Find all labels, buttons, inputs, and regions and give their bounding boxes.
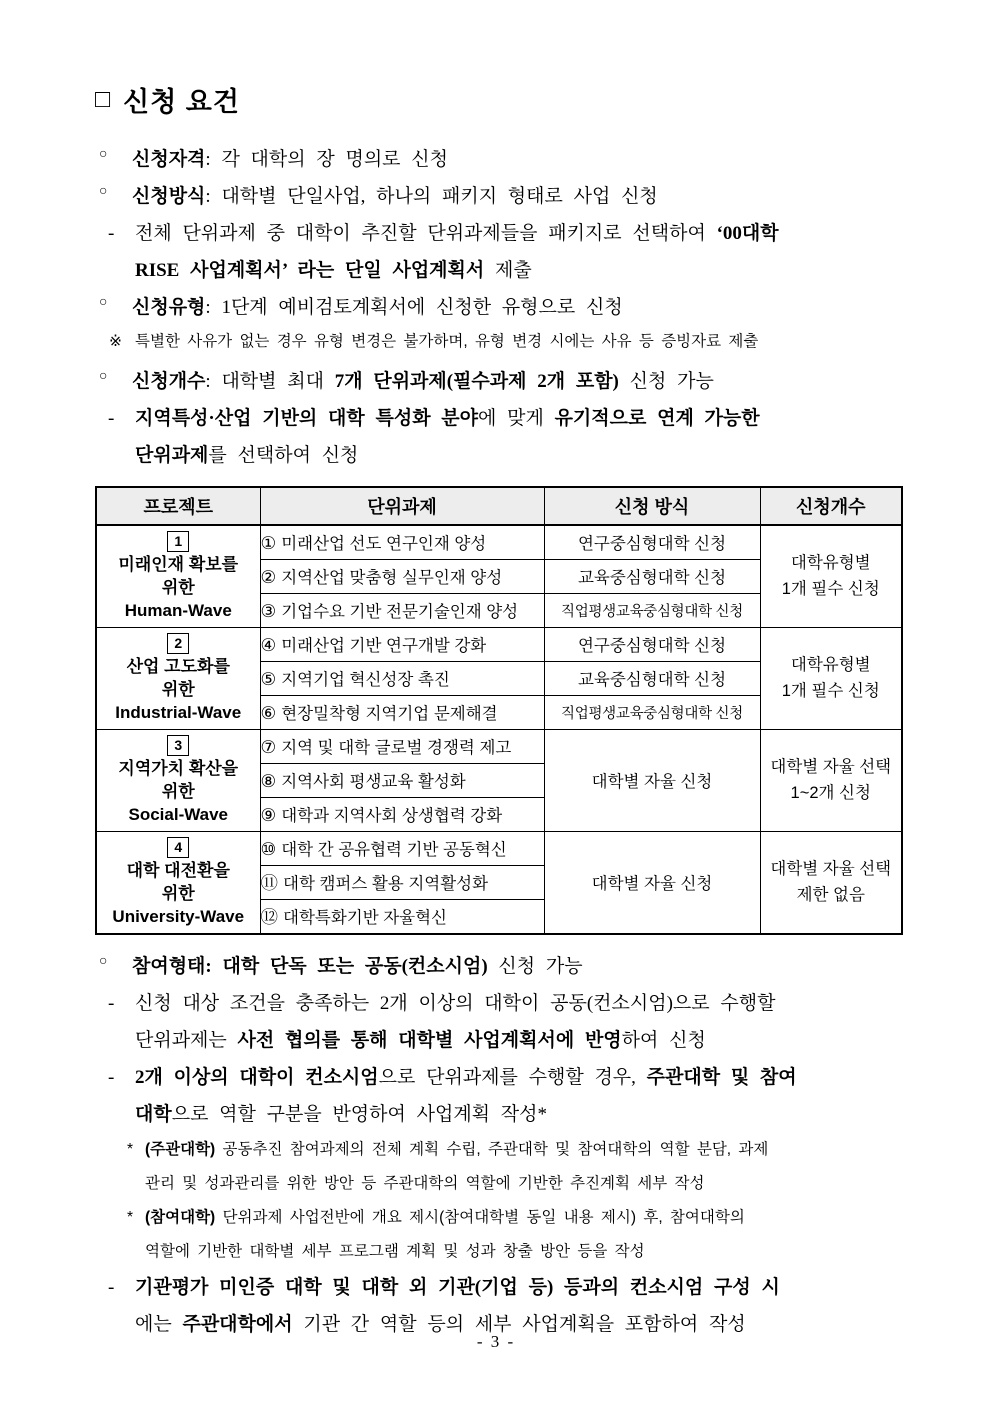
task-number-icon: ⑨ [260,805,277,826]
task-number-icon: ⑫ [260,906,278,927]
circle-paragraph: ○ 신청방식: 대학별 단일사업, 하나의 패키지 형태로 사업 신청 [95,178,901,215]
bullet-marker-star: * [127,1140,134,1158]
dash-paragraph: - 지역특성·산업 기반의 대학 특성화 분야에 맞게 유기적으로 연계 가능한 단위과제를 선택하여 신청 [95,400,901,474]
document-content [95,80,901,1343]
count-cell: 대학별 자율 선택 제한 없음 [760,831,902,934]
table-row [96,627,902,661]
bullet-marker-star: * [127,1209,134,1227]
page-title-text: 신청 요건 [123,87,240,117]
method-cell: 연구중심형대학 신청 [544,525,760,560]
task-number-icon: ③ [260,601,277,622]
method-cell: 직업평생교육중심형대학 신청 [544,593,760,627]
wave-label: Social-Wave [128,804,229,824]
task-cell: ⑦ 지역 및 대학 글로벌 경쟁력 제고 [260,729,544,763]
page-title [95,80,901,119]
section-square-icon: □ [95,85,112,113]
task-cell: ⑩ 대학 간 공유협력 기반 공동혁신 [260,831,544,865]
task-number-icon: ⑦ [260,737,277,758]
task-cell: ① 미래산업 선도 연구인재 양성 [260,525,544,560]
bullet-marker-circle: ○ [99,368,108,384]
method-cell: 교육중심형대학 신청 [544,559,760,593]
task-cell: ⑤ 지역기업 혁신성장 촉진 [260,661,544,695]
table-header-row [96,487,902,525]
project-cell-social-wave: 3 지역가치 확산을 위한 Social-Wave [96,729,260,831]
task-cell: ④ 미래산업 기반 연구개발 강화 [260,627,544,661]
dash-paragraph: - 2개 이상의 대학이 컨소시엄으로 단위과제를 수행할 경우, 주관대학 및 참여 대학으로 역할 구분을 반영하여 사업계획 작성* [95,1059,901,1133]
project-number-icon: 2 [167,633,189,654]
bullet-marker-dash: - [108,223,115,245]
task-cell: ⑪ 대학 캠퍼스 활용 지역활성화 [260,865,544,899]
note-paragraph: ※ 특별한 사유가 없는 경우 유형 변경은 불가하며, 유형 변경 시에는 사유 등 증빙자료 제출 [95,329,901,355]
task-number-icon: ① [260,533,277,554]
project-number-icon: 3 [167,735,189,756]
bullet-marker-note: ※ [109,333,122,351]
task-cell: ⑨ 대학과 지역사회 상생협력 강화 [260,797,544,831]
dash-paragraph: - 전체 단위과제 중 대학이 추진할 단위과제들을 패키지로 선택하여 ‘00대학 RISE 사업계획서’ 라는 단일 사업계획서 제출 [95,215,901,289]
task-number-icon: ② [260,567,277,588]
page-number: - 3 - [476,1332,516,1351]
paragraphs-after-table [95,948,901,1344]
method-cell: 교육중심형대학 신청 [544,661,760,695]
project-cell-university-wave: 4 대학 대전환을 위한 University-Wave [96,831,260,934]
method-cell: 직업평생교육중심형대학 신청 [544,695,760,729]
task-number-icon: ⑩ [260,839,277,860]
project-cell-industrial-wave: 2 산업 고도화를 위한 Industrial-Wave [96,627,260,729]
count-cell: 대학별 자율 선택 1~2개 신청 [760,729,902,831]
dash-paragraph: - 신청 대상 조건을 충족하는 2개 이상의 대학이 공동(컨소시엄)으로 수행할 단위과제는 사전 협의를 통해 대학별 사업계획서에 반영하여 신청 [95,985,901,1059]
bullet-marker-dash: - [108,1066,115,1088]
column-header-task: 단위과제 [260,487,544,525]
task-cell: ② 지역산업 맞춤형 실무인재 양성 [260,559,544,593]
bullet-marker-dash: - [108,1277,115,1299]
wave-label: University-Wave [112,906,245,926]
method-cell: 대학별 자율 신청 [544,729,760,831]
table-row [96,831,902,865]
count-cell: 대학유형별 1개 필수 신청 [760,525,902,628]
project-number-icon: 4 [167,837,189,858]
count-cell: 대학유형별 1개 필수 신청 [760,627,902,729]
task-number-icon: ⑤ [260,669,277,690]
wave-label: Human-Wave [124,600,232,620]
star-paragraph: * (주관대학) 공동추진 참여과제의 전체 계획 수립, 주관대학 및 참여대학의 역할 분담, 과제 관리 및 성과관리를 위한 방안 등 주관대학의 역할에 기반한 추진계획 세부 작성 [95,1133,901,1201]
bullet-marker-circle: ○ [99,147,108,162]
method-cell: 대학별 자율 신청 [544,831,760,934]
task-number-icon: ⑧ [260,771,277,792]
table-row [96,729,902,763]
project-cell-human-wave: 1 미래인재 확보를 위한 Human-Wave [96,525,260,628]
table-row [96,525,902,560]
bullet-marker-circle: ○ [99,295,108,311]
task-cell: ③ 기업수요 기반 전문기술인재 양성 [260,593,544,627]
circle-paragraph: ○ 신청개수: 대학별 최대 7개 단위과제(필수과제 2개 포함) 신청 가능 [95,363,901,400]
task-number-icon: ⑥ [260,703,277,724]
requirements-table [95,486,903,935]
bullet-marker-circle: ○ [99,953,108,969]
task-cell: ⑫ 대학특화기반 자율혁신 [260,899,544,934]
dash-paragraph: - 기관평가 미인증 대학 및 대학 외 기관(기업 등) 등과의 컨소시엄 구성 시 에는 주관대학에서 기관 간 역할 등의 세부 사업계획을 포함하여 작성 [95,1269,901,1343]
task-cell: ⑥ 현장밀착형 지역기업 문제해결 [260,695,544,729]
circle-paragraph: ○ 신청자격: 각 대학의 장 명의로 신청 [95,141,901,178]
task-cell: ⑧ 지역사회 평생교육 활성화 [260,763,544,797]
bullet-marker-circle: ○ [99,184,108,200]
paragraphs-before-table [95,141,901,474]
bullet-marker-dash: - [108,407,115,429]
bullet-marker-dash: - [108,992,115,1014]
column-header-project: 프로젝트 [96,487,260,525]
star-paragraph: * (참여대학) 단위과제 사업전반에 개요 제시(참여대학별 동일 내용 제시) 후, 참여대학의 역할에 기반한 대학별 세부 프로그램 계획 및 성과 창출 방안 등을 작성 [95,1201,901,1269]
column-header-method: 신청 방식 [544,487,760,525]
circle-paragraph: ○ 신청유형: 1단계 예비검토계획서에 신청한 유형으로 신청 [95,289,901,326]
task-number-icon: ④ [260,635,277,656]
column-header-count: 신청개수 [760,487,902,525]
project-number-icon: 1 [167,531,189,552]
task-number-icon: ⑪ [260,872,278,893]
wave-label: Industrial-Wave [115,702,242,722]
circle-paragraph: ○ 참여형태: 대학 단독 또는 공동(컨소시엄) 신청 가능 [95,948,901,985]
method-cell: 연구중심형대학 신청 [544,627,760,661]
